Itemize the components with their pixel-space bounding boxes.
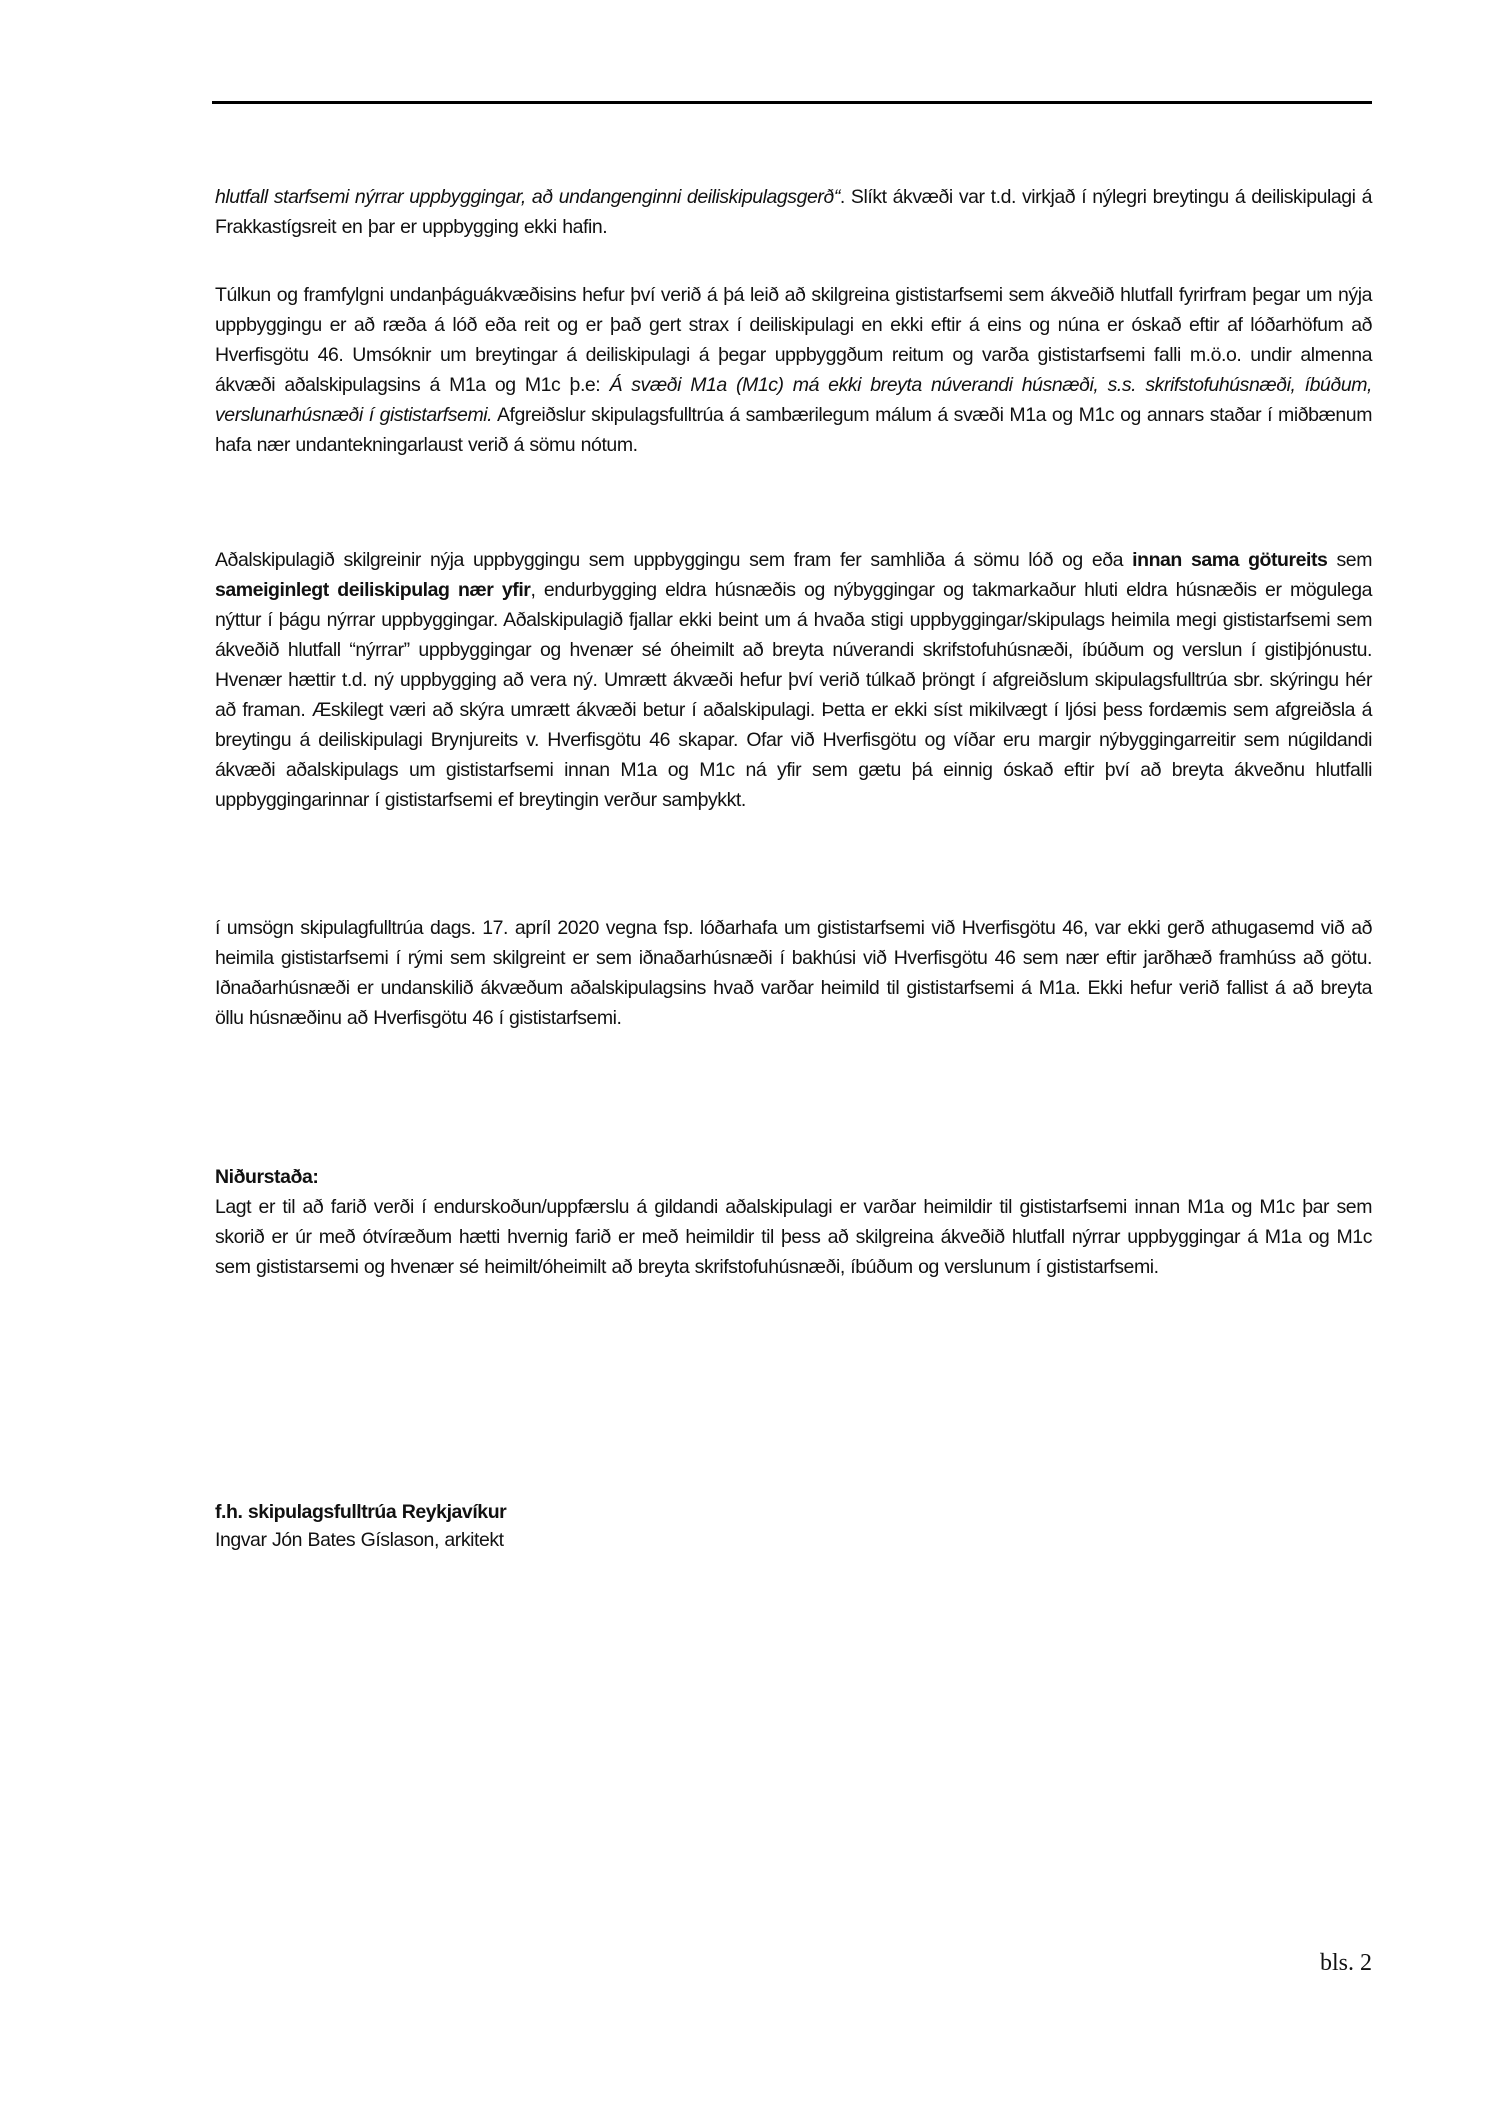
conclusion-heading: Niðurstaða: bbox=[215, 1166, 319, 1188]
bold-text: sameiginlegt deiliskipulag nær yfir bbox=[215, 579, 531, 601]
paragraph-4: í umsögn skipulagfulltrúa dags. 17. apríl 2020 vegna fsp. lóðarhafa um gististarfsemi við Hverfisgötu 46, var ekki gerð athugasemd við að heimila gististarfsemi í rými sem skilgreint er sem iðnaðarhúsnæði í bakhúsi við Hverfisgötu 46 sem nær eftir jarðhæð framhúss að götu. Iðnaðarhúsnæði er undanskilið ákvæðum aðalskipulagsins hvað varðar heimild til gististarfsemi á M1a. Ekki hefur verið fallist á að breyta öllu húsnæðinu að Hverfisgötu 46 í gististarfsemi. bbox=[215, 917, 1372, 1029]
paragraph-3 bbox=[215, 545, 1372, 815]
text: sem bbox=[1327, 549, 1373, 571]
paragraph-2 bbox=[215, 280, 1372, 460]
text: Aðalskipulagið skilgreinir nýja uppbyggingu sem uppbyggingu sem fram fer samhliða á sömu lóð og eða bbox=[215, 549, 1133, 571]
text: Afgreiðslur skipulagsfulltrúa á sambærilegum málum á svæði M1a og M1c og annars staðar í miðbænum hafa nær undantekningarlaust verið á sömu nótum. bbox=[215, 404, 1372, 456]
paragraph-1 bbox=[215, 182, 1372, 242]
italic-quote: hlutfall starfsemi nýrrar uppbyggingar, að undangenginni deiliskipulagsgerð“ bbox=[215, 186, 840, 208]
bold-text: innan sama götureits bbox=[1132, 549, 1328, 571]
signature-name: Ingvar Jón Bates Gíslason, arkitekt bbox=[215, 1529, 504, 1551]
conclusion-text: Lagt er til að farið verði í endurskoðun/uppfærslu á gildandi aðalskipulagi er varðar heimildir til gististarfsemi innan M1a og M1c þar sem skorið er úr með ótvíræðum hætti hvernig farið er með heimildir til þess að skilgreina ákveðið hlutfall nýrrar uppbyggingar á M1a og M1c sem gististarsemi og hvenær sé heimilt/óheimilt að breyta skrifstofuhúsnæði, íbúðum og verslunum í gististarfsemi. bbox=[215, 1196, 1372, 1278]
text: . Slíkt ákvæði var t.d. virkjað í nýlegri breytingu á deiliskipulagi á Frakkastígsreit en þar er uppbygging ekki hafin. bbox=[215, 186, 1372, 238]
page-number: bls. 2 bbox=[1319, 1950, 1372, 1976]
text: , endurbygging eldra húsnæðis og nýbyggingar og takmarkaður hluti eldra húsnæðis er mögulega nýttur í þágu nýrrar uppbyggingar. Aðalskipulagið fjallar ekki beint um á hvaða stigi uppbyggingar/skipulags heimila megi gististarfsemi sem ákveðið hlutfall “nýrrar” uppbyggingar og hvenær sé óheimilt að breyta núverandi skrifstofuhúsnæði, íbúðum og verslun í gistiþjónustu. Hvenær hættir t.d. ný uppbygging að vera ný. Umrætt ákvæði hefur því verið túlkað þröngt í afgreiðslum skipulagsfulltrúa sbr. skýringu hér að framan. Æskilegt væri að skýra umrætt ákvæði betur í aðalskipulagi. Þetta er ekki síst mikilvægt í ljósi þess fordæmis sem afgreiðsla á breytingu á deiliskipulagi Brynjureits v. Hverfisgötu 46 skapar. Ofar við Hverfisgötu og víðar eru margir nýbyggingarreitir sem núgildandi ákvæði aðalskipulags um gististarfsemi innan M1a og M1c ná yfir sem gætu þá einnig óskað eftir því að breyta ákveðnu hlutfalli uppbyggingarinnar í gististarfsemi ef breytingin verður samþykkt. bbox=[215, 579, 1372, 811]
italic-quote: Á svæði M1a (M1c) má ekki breyta núverandi húsnæði, s.s. skrifstofuhúsnæði, íbúðum, verslunarhúsnæði í gististarfsemi. bbox=[215, 374, 1372, 426]
text: Túlkun og framfylgni undanþáguákvæðisins hefur því verið á þá leið að skilgreina gististarfsemi sem ákveðið hlutfall fyrirfram þegar um nýja uppbyggingu er að ræða á lóð eða reit og er það gert strax í deiliskipulagi en ekki eftir á eins og núna er óskað eftir af lóðarhöfum að Hverfisgötu 46. Umsóknir um breytingar á deiliskipulagi á þegar uppbyggðum reitum og varða gististarfsemi falli m.ö.o. undir almenna ákvæði aðalskipulagsins á M1a og M1c þ.e: bbox=[215, 284, 1372, 396]
header-rule bbox=[212, 101, 1372, 104]
signature-title: f.h. skipulagsfulltrúa Reykjavíkur bbox=[215, 1501, 507, 1523]
